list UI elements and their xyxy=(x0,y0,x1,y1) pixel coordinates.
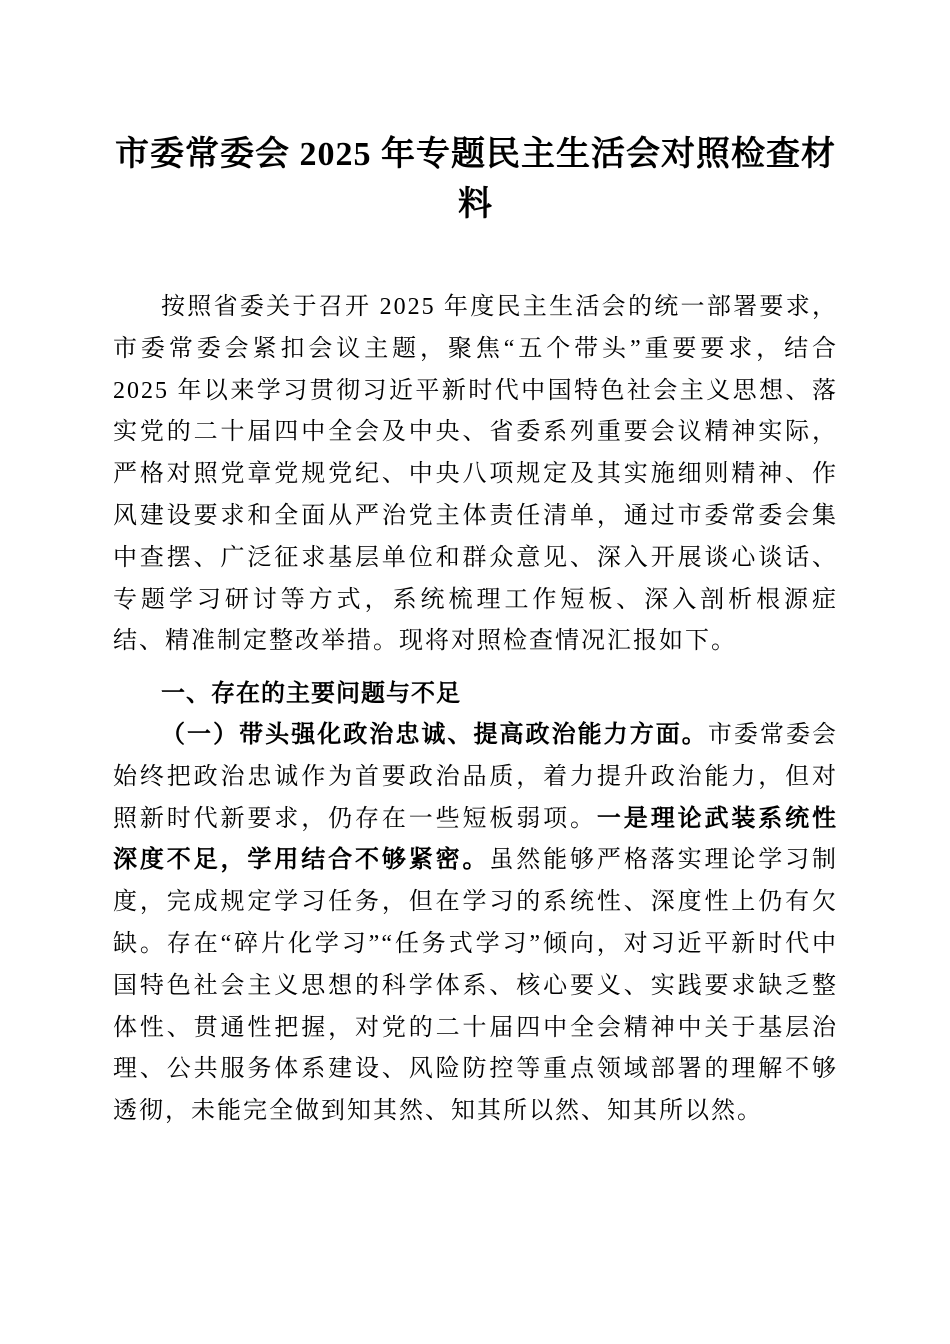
document-title: 市委常委会 2025 年专题民主生活会对照检查材料 xyxy=(115,136,836,223)
item1-point-bold-text: 一是理论武装系统性深度不足，学用结合不够紧密。 xyxy=(113,805,838,874)
section-heading-1: 一、存在的主要问题与不足 xyxy=(161,680,461,708)
item1-body-text-1: 市委常委会始终把政治忠诚作为首要政治品质，着力提升政治能力，但对照新时代新要求，仍存在一些短板弱项。 xyxy=(113,721,839,832)
item1-lead-bold-text: （一）带头强化政治忠诚、提高政治能力方面。 xyxy=(161,721,708,748)
intro-paragraph xyxy=(113,287,838,663)
item1-body-text-2: 虽然能够严格落实理论学习制度，完成规定学习任务，但在学习的系统性、深度性上仍有欠缺。存在“碎片化学习”“任务式学习”倾向，对习近平新时代中国特色社会主义思想的科学体系、核心要义、实践要求缺乏整体性、贯通性把握，对党的二十届四中全会精神中关于基层治理、公共服务体系建设、风险防控等重点领域部署的理解不够透彻，未能完全做到知其然、知其所以然、知其所以然。 xyxy=(113,847,839,1125)
section1-item1-paragraph xyxy=(113,715,838,1133)
intro-paragraph-text: 按照省委关于召开 2025 年度民主生活会的统一部署要求，市委常委会紧扣会议主题，聚焦“五个带头”重要要求，结合 2025 年以来学习贯彻习近平新时代中国特色社会主义思想、落实党的二十届四中全会及中央、省委系列重要会议精神实际，严格对照党章党规党纪、中央八项规定及其实施细则精神、作风建设要求和全面从严治党主体责任清单，通过市委常委会集中查摆、广泛征求基层单位和群众意见、深入开展谈心谈话、专题学习研讨等方式，系统梳理工作短板、深入剖析根源症结、精准制定整改举措。现将对照检查情况汇报如下。 xyxy=(113,294,838,655)
